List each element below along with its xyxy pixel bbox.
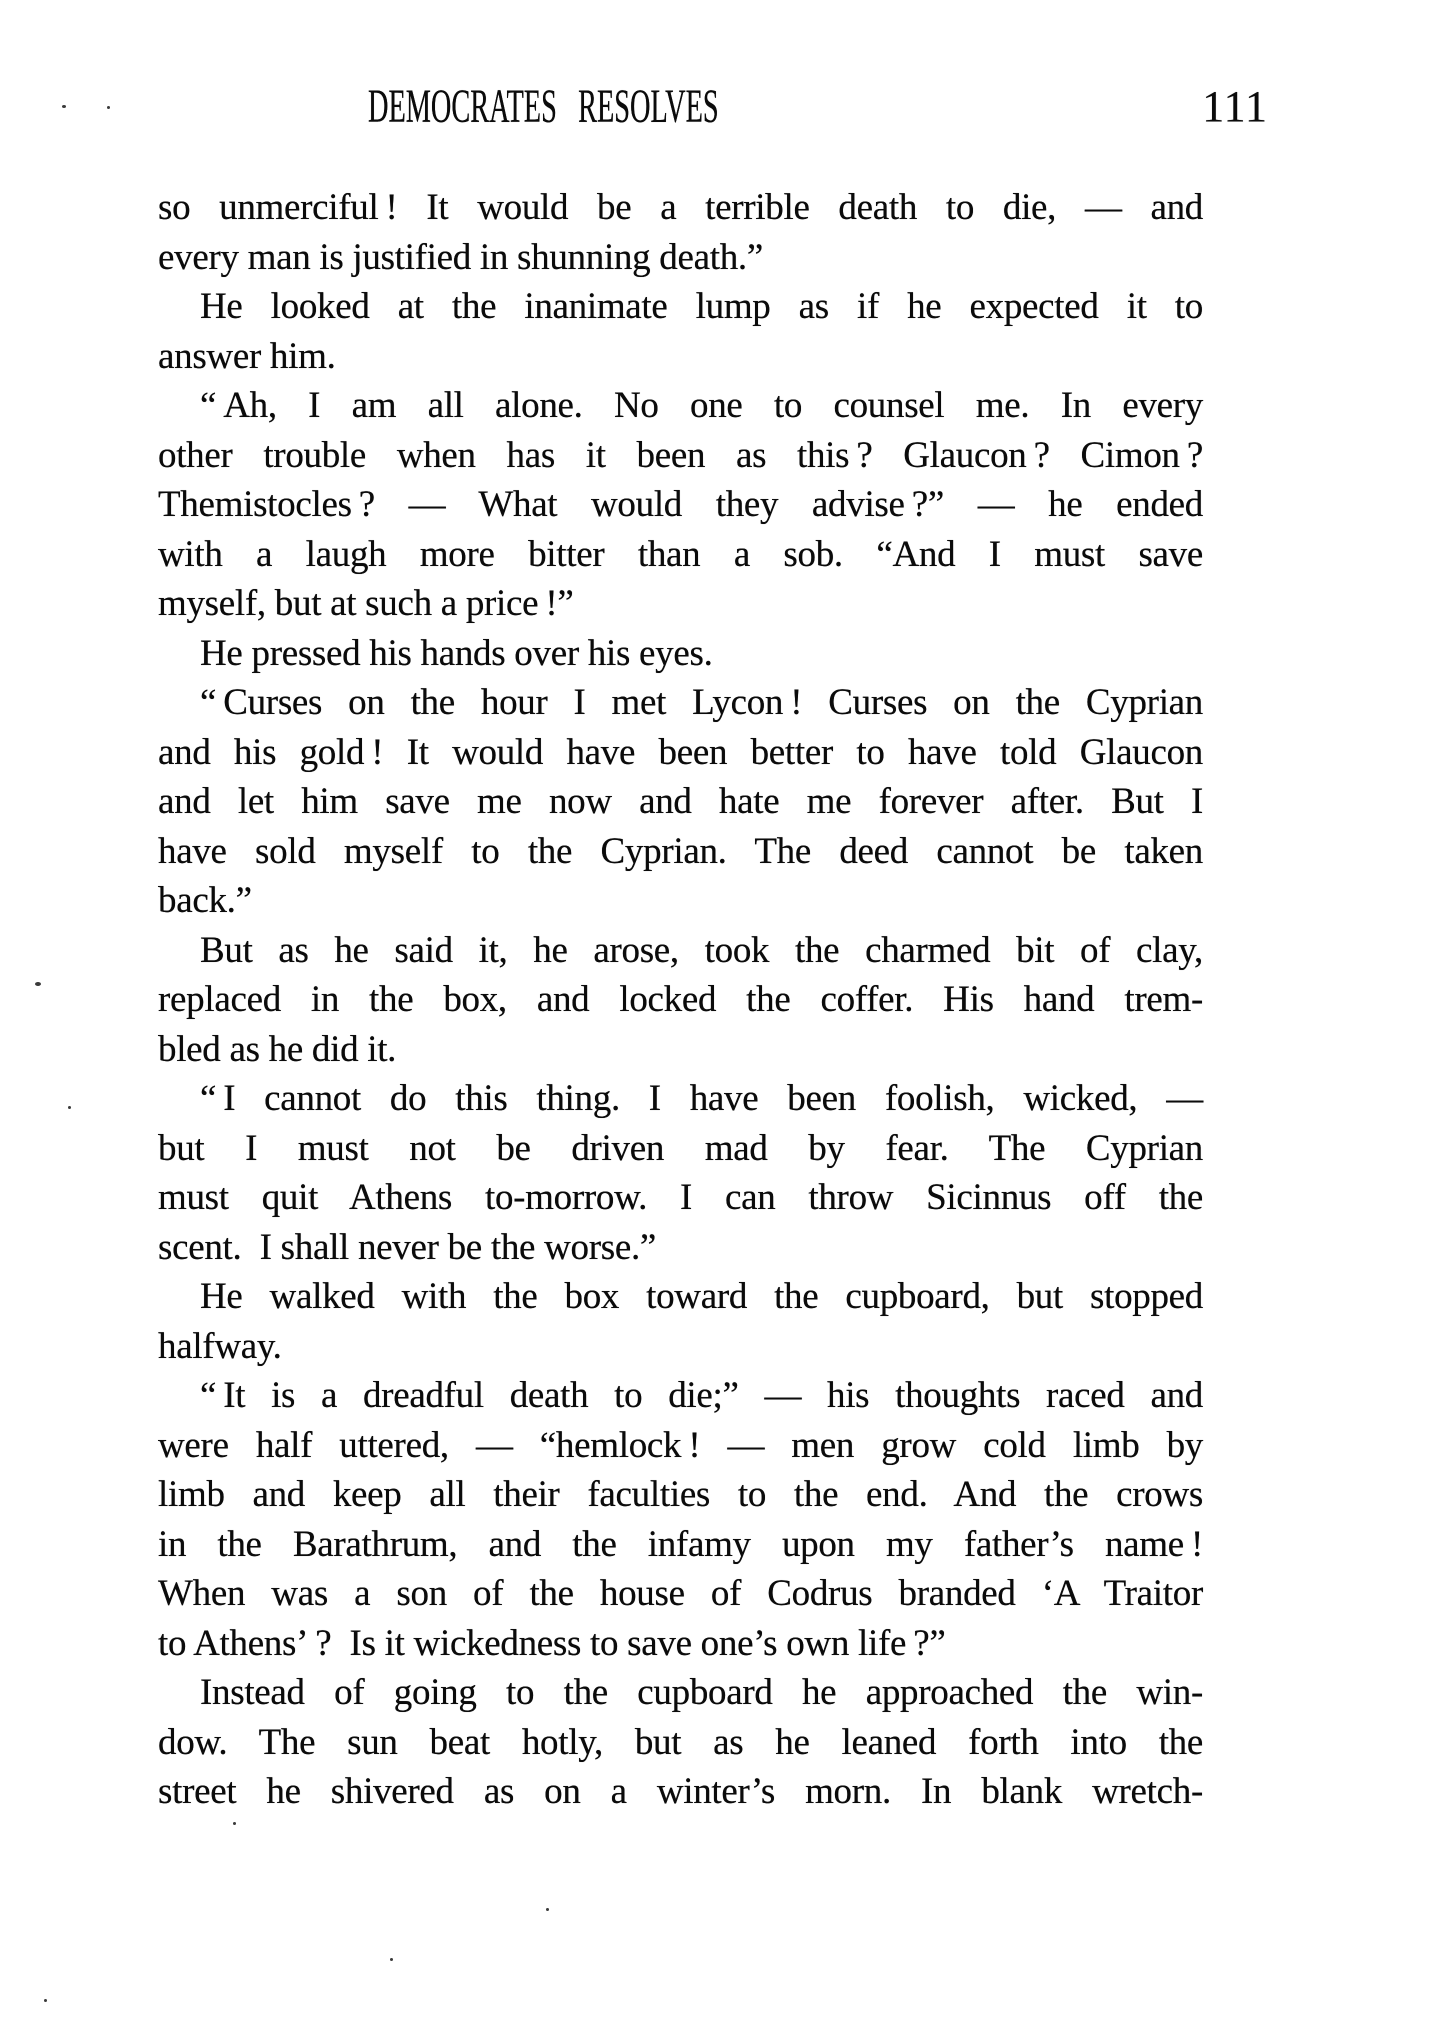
text-line: “ I cannot do this thing. I have been foolish, wicked, —	[200, 1078, 1203, 1119]
text-block	[158, 183, 1203, 1817]
text-line: were half uttered, — “hemlock ! — men grow cold limb by	[158, 1424, 1203, 1466]
text-line: “ It is a dreadful death to die;” — his thoughts raced and	[200, 1375, 1203, 1416]
text-line: and his gold ! It would have been better to have told Glaucon	[158, 731, 1203, 773]
paragraph	[158, 1668, 1203, 1817]
paragraph	[158, 678, 1203, 926]
paragraph	[158, 282, 1203, 381]
text-line: halfway.	[158, 1325, 282, 1367]
paragraph	[158, 1272, 1203, 1371]
text-line: myself, but at such a price !”	[158, 583, 574, 624]
paragraph	[158, 629, 1203, 679]
text-line: replaced in the box, and locked the coffer. His hand trem-	[158, 979, 1203, 1020]
text-line: dow. The sun beat hotly, but as he leaned forth into the	[158, 1721, 1203, 1763]
scan-speck	[233, 1822, 236, 1825]
scan-speck	[62, 105, 66, 108]
text-line: He pressed his hands over his eyes.	[200, 632, 713, 674]
text-line: “ Curses on the hour I met Lycon ! Curses on the Cyprian	[200, 682, 1203, 723]
text-line: with a laugh more bitter than a sob. “And I must save	[158, 533, 1203, 575]
paragraph	[158, 1074, 1203, 1272]
text-line: must quit Athens to-morrow. I can throw Sicinnus off the	[158, 1177, 1203, 1218]
text-line: and let him save me now and hate me forever after. But I	[158, 781, 1203, 822]
scan-speck	[546, 1908, 549, 1911]
text-line: street he shivered as on a winter’s morn. In blank wretch-	[158, 1771, 1203, 1812]
paragraph	[158, 926, 1203, 1075]
scan-speck	[390, 1958, 393, 1961]
page-number: 111	[1202, 82, 1268, 131]
paragraph	[158, 1371, 1203, 1668]
text-line: have sold myself to the Cyprian. The deed cannot be taken	[158, 830, 1203, 872]
text-line: answer him.	[158, 335, 336, 377]
paragraph	[158, 183, 1203, 282]
text-line: When was a son of the house of Codrus branded ‘A Traitor	[158, 1573, 1203, 1614]
scan-speck	[107, 106, 110, 109]
text-line: But as he said it, he arose, took the charmed bit of clay,	[200, 929, 1203, 971]
text-line: to Athens’ ? Is it wickedness to save one’s own life ?”	[158, 1622, 946, 1664]
text-line: back.”	[158, 880, 252, 921]
text-line: bled as he did it.	[158, 1028, 397, 1070]
scan-speck	[35, 982, 41, 986]
paragraph	[158, 381, 1203, 629]
text-line: but I must not be driven mad by fear. The Cyprian	[158, 1127, 1203, 1169]
text-line: He walked with the box toward the cupboard, but stopped	[200, 1276, 1203, 1317]
text-line: scent. I shall never be the worse.”	[158, 1226, 657, 1268]
running-head-title: DEMOCRATES RESOLVES	[368, 80, 719, 133]
scan-speck	[68, 1106, 71, 1109]
text-line: Themistocles ? — What would they advise ?” — he ended	[158, 484, 1203, 525]
text-line: He looked at the inanimate lump as if he expected it to	[200, 286, 1203, 327]
scan-speck	[44, 1999, 47, 2002]
text-line: limb and keep all their faculties to the end. And the crows	[158, 1474, 1203, 1515]
text-line: every man is justified in shunning death.”	[158, 236, 763, 278]
text-line: in the Barathrum, and the infamy upon my father’s name !	[158, 1523, 1203, 1565]
text-line: Instead of going to the cupboard he approached the win-	[200, 1672, 1203, 1713]
text-line: so unmerciful ! It would be a terrible death to die, — and	[158, 187, 1203, 228]
text-line: “ Ah, I am all alone. No one to counsel me. In every	[200, 385, 1203, 426]
text-line: other trouble when has it been as this ? Glaucon ? Cimon ?	[158, 434, 1203, 476]
